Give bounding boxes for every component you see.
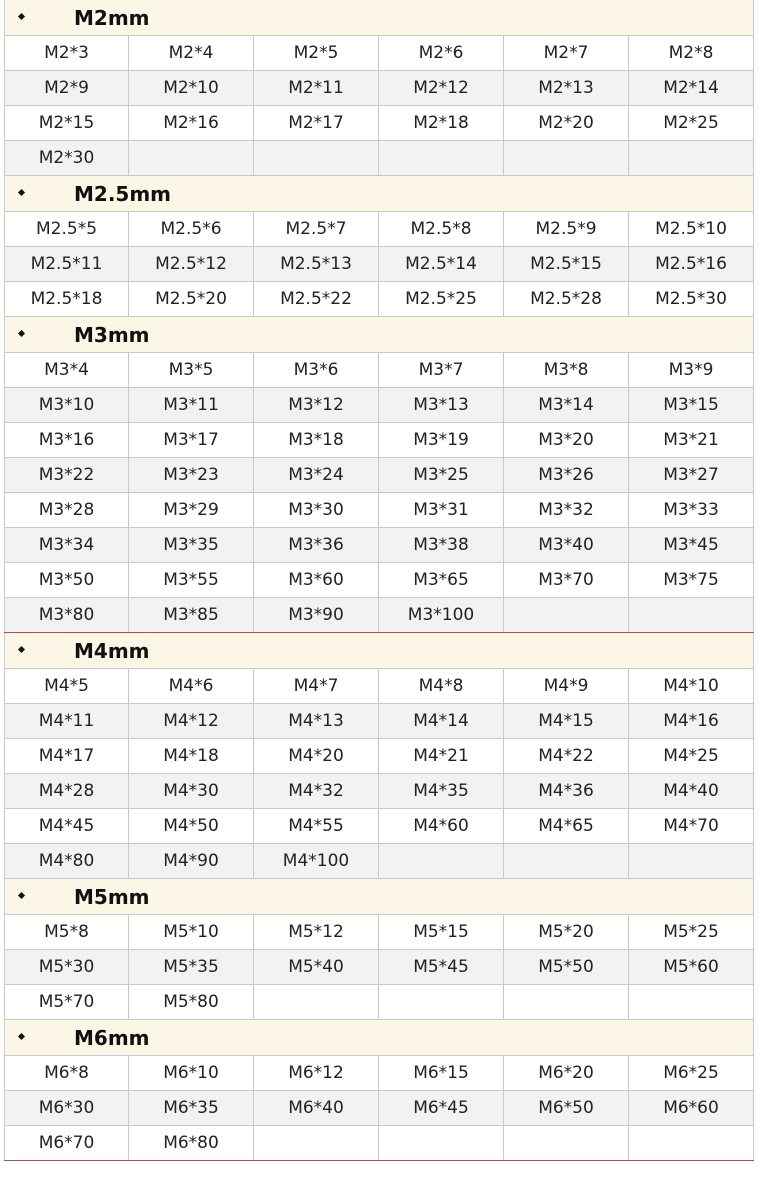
diamond-bullet-icon <box>18 892 25 899</box>
size-cell: M2.5*7 <box>254 212 379 246</box>
size-cell: M4*20 <box>254 739 379 773</box>
size-cell: M6*60 <box>629 1091 754 1125</box>
size-cell: M6*25 <box>629 1056 754 1090</box>
section-title: M4mm <box>74 639 150 663</box>
table-row <box>4 458 754 493</box>
size-cell: M4*22 <box>504 739 629 773</box>
size-cell: M3*70 <box>504 563 629 597</box>
size-cell: M2.5*14 <box>379 247 504 281</box>
size-cell: M2.5*25 <box>379 282 504 316</box>
size-cell: M3*34 <box>4 528 129 562</box>
size-cell: M5*80 <box>129 985 254 1019</box>
size-cell: M4*55 <box>254 809 379 843</box>
size-section <box>4 633 754 879</box>
size-section <box>4 176 754 317</box>
size-cell: M3*16 <box>4 423 129 457</box>
section-header <box>4 317 754 353</box>
size-cell: M2*9 <box>4 71 129 105</box>
size-cell: M3*4 <box>4 353 129 387</box>
size-cell: M3*38 <box>379 528 504 562</box>
size-cell: M3*10 <box>4 388 129 422</box>
size-cell: M3*28 <box>4 493 129 527</box>
size-cell <box>254 141 379 175</box>
table-row <box>4 598 754 633</box>
size-cell: M3*30 <box>254 493 379 527</box>
table-row <box>4 493 754 528</box>
table-row <box>4 950 754 985</box>
size-cell: M5*60 <box>629 950 754 984</box>
size-cell: M4*45 <box>4 809 129 843</box>
size-cell: M3*27 <box>629 458 754 492</box>
size-cell: M3*100 <box>379 598 504 632</box>
size-cell: M3*29 <box>129 493 254 527</box>
size-cell: M6*8 <box>4 1056 129 1090</box>
size-cell: M4*36 <box>504 774 629 808</box>
size-cell: M3*9 <box>629 353 754 387</box>
size-cell: M2.5*13 <box>254 247 379 281</box>
size-cell: M2.5*20 <box>129 282 254 316</box>
size-cell: M4*25 <box>629 739 754 773</box>
size-cell: M4*17 <box>4 739 129 773</box>
size-cell: M2*5 <box>254 36 379 70</box>
table-row <box>4 282 754 317</box>
size-cell: M5*45 <box>379 950 504 984</box>
size-cell: M2.5*6 <box>129 212 254 246</box>
table-row <box>4 247 754 282</box>
size-cell <box>629 985 754 1019</box>
diamond-bullet-icon <box>18 13 25 20</box>
size-cell: M3*20 <box>504 423 629 457</box>
diamond-bullet-icon <box>18 330 25 337</box>
size-cell: M4*28 <box>4 774 129 808</box>
size-cell: M2*16 <box>129 106 254 140</box>
size-cell: M4*15 <box>504 704 629 738</box>
size-cell: M4*7 <box>254 669 379 703</box>
size-cell: M2*15 <box>4 106 129 140</box>
size-cell: M5*15 <box>379 915 504 949</box>
section-title: M5mm <box>74 885 150 909</box>
size-cell <box>379 985 504 1019</box>
section-title: M2.5mm <box>74 182 172 206</box>
size-cell: M4*12 <box>129 704 254 738</box>
size-cell: M3*23 <box>129 458 254 492</box>
size-cell <box>629 1126 754 1160</box>
size-cell: M4*11 <box>4 704 129 738</box>
table-row <box>4 212 754 247</box>
size-cell: M4*10 <box>629 669 754 703</box>
table-row <box>4 353 754 388</box>
size-cell: M3*85 <box>129 598 254 632</box>
size-cell: M3*55 <box>129 563 254 597</box>
table-row <box>4 388 754 423</box>
table-row <box>4 563 754 598</box>
size-cell: M4*90 <box>129 844 254 878</box>
diamond-bullet-icon <box>18 189 25 196</box>
size-cell: M3*19 <box>379 423 504 457</box>
size-cell: M2*30 <box>4 141 129 175</box>
size-cell: M4*13 <box>254 704 379 738</box>
diamond-bullet-icon <box>18 1033 25 1040</box>
table-row <box>4 36 754 71</box>
size-cell: M4*6 <box>129 669 254 703</box>
size-cell: M3*7 <box>379 353 504 387</box>
size-cell: M2.5*28 <box>504 282 629 316</box>
size-cell: M2.5*11 <box>4 247 129 281</box>
size-cell: M3*35 <box>129 528 254 562</box>
table-row <box>4 915 754 950</box>
size-cell <box>379 1126 504 1160</box>
size-cell <box>504 598 629 632</box>
size-cell: M4*18 <box>129 739 254 773</box>
size-cell: M3*31 <box>379 493 504 527</box>
table-row <box>4 1091 754 1126</box>
table-row <box>4 71 754 106</box>
size-cell: M5*8 <box>4 915 129 949</box>
size-cell <box>504 985 629 1019</box>
size-cell: M2*18 <box>379 106 504 140</box>
size-cell <box>504 844 629 878</box>
size-cell: M5*20 <box>504 915 629 949</box>
size-cell: M6*50 <box>504 1091 629 1125</box>
section-header <box>4 633 754 669</box>
size-cell: M2.5*12 <box>129 247 254 281</box>
size-section <box>4 0 754 176</box>
size-cell: M3*21 <box>629 423 754 457</box>
size-cell: M4*65 <box>504 809 629 843</box>
size-cell: M3*36 <box>254 528 379 562</box>
size-cell: M6*10 <box>129 1056 254 1090</box>
size-cell: M2*3 <box>4 36 129 70</box>
size-cell: M5*50 <box>504 950 629 984</box>
size-cell: M2*6 <box>379 36 504 70</box>
size-cell: M2*13 <box>504 71 629 105</box>
size-cell: M2.5*16 <box>629 247 754 281</box>
size-section <box>4 879 754 1020</box>
size-cell: M4*14 <box>379 704 504 738</box>
table-row <box>4 739 754 774</box>
size-cell <box>504 1126 629 1160</box>
size-cell: M3*5 <box>129 353 254 387</box>
size-section <box>4 317 754 633</box>
size-cell <box>379 141 504 175</box>
size-cell: M4*32 <box>254 774 379 808</box>
size-cell: M4*5 <box>4 669 129 703</box>
section-title: M6mm <box>74 1026 150 1050</box>
size-cell: M2.5*8 <box>379 212 504 246</box>
size-cell: M3*50 <box>4 563 129 597</box>
table-row <box>4 1126 754 1161</box>
size-cell: M2*7 <box>504 36 629 70</box>
size-cell: M6*80 <box>129 1126 254 1160</box>
size-cell: M4*21 <box>379 739 504 773</box>
size-cell <box>254 1126 379 1160</box>
size-table <box>4 0 754 1161</box>
size-section <box>4 1020 754 1161</box>
table-row <box>4 985 754 1020</box>
size-cell: M3*45 <box>629 528 754 562</box>
size-cell: M6*35 <box>129 1091 254 1125</box>
size-cell <box>379 844 504 878</box>
size-cell: M4*35 <box>379 774 504 808</box>
size-cell: M3*40 <box>504 528 629 562</box>
size-cell: M3*17 <box>129 423 254 457</box>
size-cell: M2.5*15 <box>504 247 629 281</box>
table-row <box>4 528 754 563</box>
size-cell: M4*30 <box>129 774 254 808</box>
table-row <box>4 141 754 176</box>
table-row <box>4 106 754 141</box>
table-row <box>4 1056 754 1091</box>
size-cell: M4*9 <box>504 669 629 703</box>
size-cell <box>254 985 379 1019</box>
size-cell: M3*60 <box>254 563 379 597</box>
size-cell: M3*26 <box>504 458 629 492</box>
size-cell: M5*10 <box>129 915 254 949</box>
size-cell: M2.5*9 <box>504 212 629 246</box>
size-cell: M3*25 <box>379 458 504 492</box>
size-cell: M3*33 <box>629 493 754 527</box>
size-cell: M5*12 <box>254 915 379 949</box>
size-cell: M2*17 <box>254 106 379 140</box>
table-row <box>4 774 754 809</box>
table-row <box>4 704 754 739</box>
size-cell: M6*12 <box>254 1056 379 1090</box>
size-cell: M6*70 <box>4 1126 129 1160</box>
size-cell: M3*65 <box>379 563 504 597</box>
size-cell: M3*18 <box>254 423 379 457</box>
size-cell: M3*8 <box>504 353 629 387</box>
size-cell: M5*35 <box>129 950 254 984</box>
size-cell <box>129 141 254 175</box>
section-title: M3mm <box>74 323 150 347</box>
size-cell: M5*40 <box>254 950 379 984</box>
size-cell: M2*14 <box>629 71 754 105</box>
size-cell: M3*22 <box>4 458 129 492</box>
size-cell: M2.5*18 <box>4 282 129 316</box>
size-cell: M3*11 <box>129 388 254 422</box>
diamond-bullet-icon <box>18 646 25 653</box>
size-cell: M2*10 <box>129 71 254 105</box>
size-cell: M4*70 <box>629 809 754 843</box>
table-row <box>4 423 754 458</box>
size-cell: M3*13 <box>379 388 504 422</box>
section-title: M2mm <box>74 6 150 30</box>
size-cell: M2*8 <box>629 36 754 70</box>
size-cell: M6*45 <box>379 1091 504 1125</box>
section-header <box>4 0 754 36</box>
size-cell: M3*12 <box>254 388 379 422</box>
size-cell: M2.5*30 <box>629 282 754 316</box>
table-row <box>4 669 754 704</box>
size-cell: M2.5*5 <box>4 212 129 246</box>
size-cell: M4*100 <box>254 844 379 878</box>
size-cell: M4*16 <box>629 704 754 738</box>
size-cell: M5*25 <box>629 915 754 949</box>
size-cell <box>629 141 754 175</box>
size-cell: M2.5*10 <box>629 212 754 246</box>
section-header <box>4 1020 754 1056</box>
size-cell: M5*70 <box>4 985 129 1019</box>
size-cell <box>629 844 754 878</box>
size-cell: M2*20 <box>504 106 629 140</box>
size-cell: M6*20 <box>504 1056 629 1090</box>
size-cell: M2.5*22 <box>254 282 379 316</box>
size-cell: M4*40 <box>629 774 754 808</box>
size-cell: M2*11 <box>254 71 379 105</box>
size-cell <box>504 141 629 175</box>
size-cell: M3*24 <box>254 458 379 492</box>
section-header <box>4 879 754 915</box>
size-cell: M5*30 <box>4 950 129 984</box>
size-cell: M4*60 <box>379 809 504 843</box>
size-cell: M6*15 <box>379 1056 504 1090</box>
size-cell: M2*12 <box>379 71 504 105</box>
table-row <box>4 844 754 879</box>
size-cell: M4*50 <box>129 809 254 843</box>
section-header <box>4 176 754 212</box>
size-cell: M4*8 <box>379 669 504 703</box>
size-cell <box>629 598 754 632</box>
size-cell: M3*14 <box>504 388 629 422</box>
table-row <box>4 809 754 844</box>
size-cell: M3*15 <box>629 388 754 422</box>
size-cell: M4*80 <box>4 844 129 878</box>
size-cell: M6*30 <box>4 1091 129 1125</box>
size-cell: M2*4 <box>129 36 254 70</box>
size-cell: M2*25 <box>629 106 754 140</box>
size-cell: M3*80 <box>4 598 129 632</box>
size-cell: M3*32 <box>504 493 629 527</box>
size-cell: M3*6 <box>254 353 379 387</box>
size-cell: M3*75 <box>629 563 754 597</box>
size-cell: M3*90 <box>254 598 379 632</box>
size-cell: M6*40 <box>254 1091 379 1125</box>
